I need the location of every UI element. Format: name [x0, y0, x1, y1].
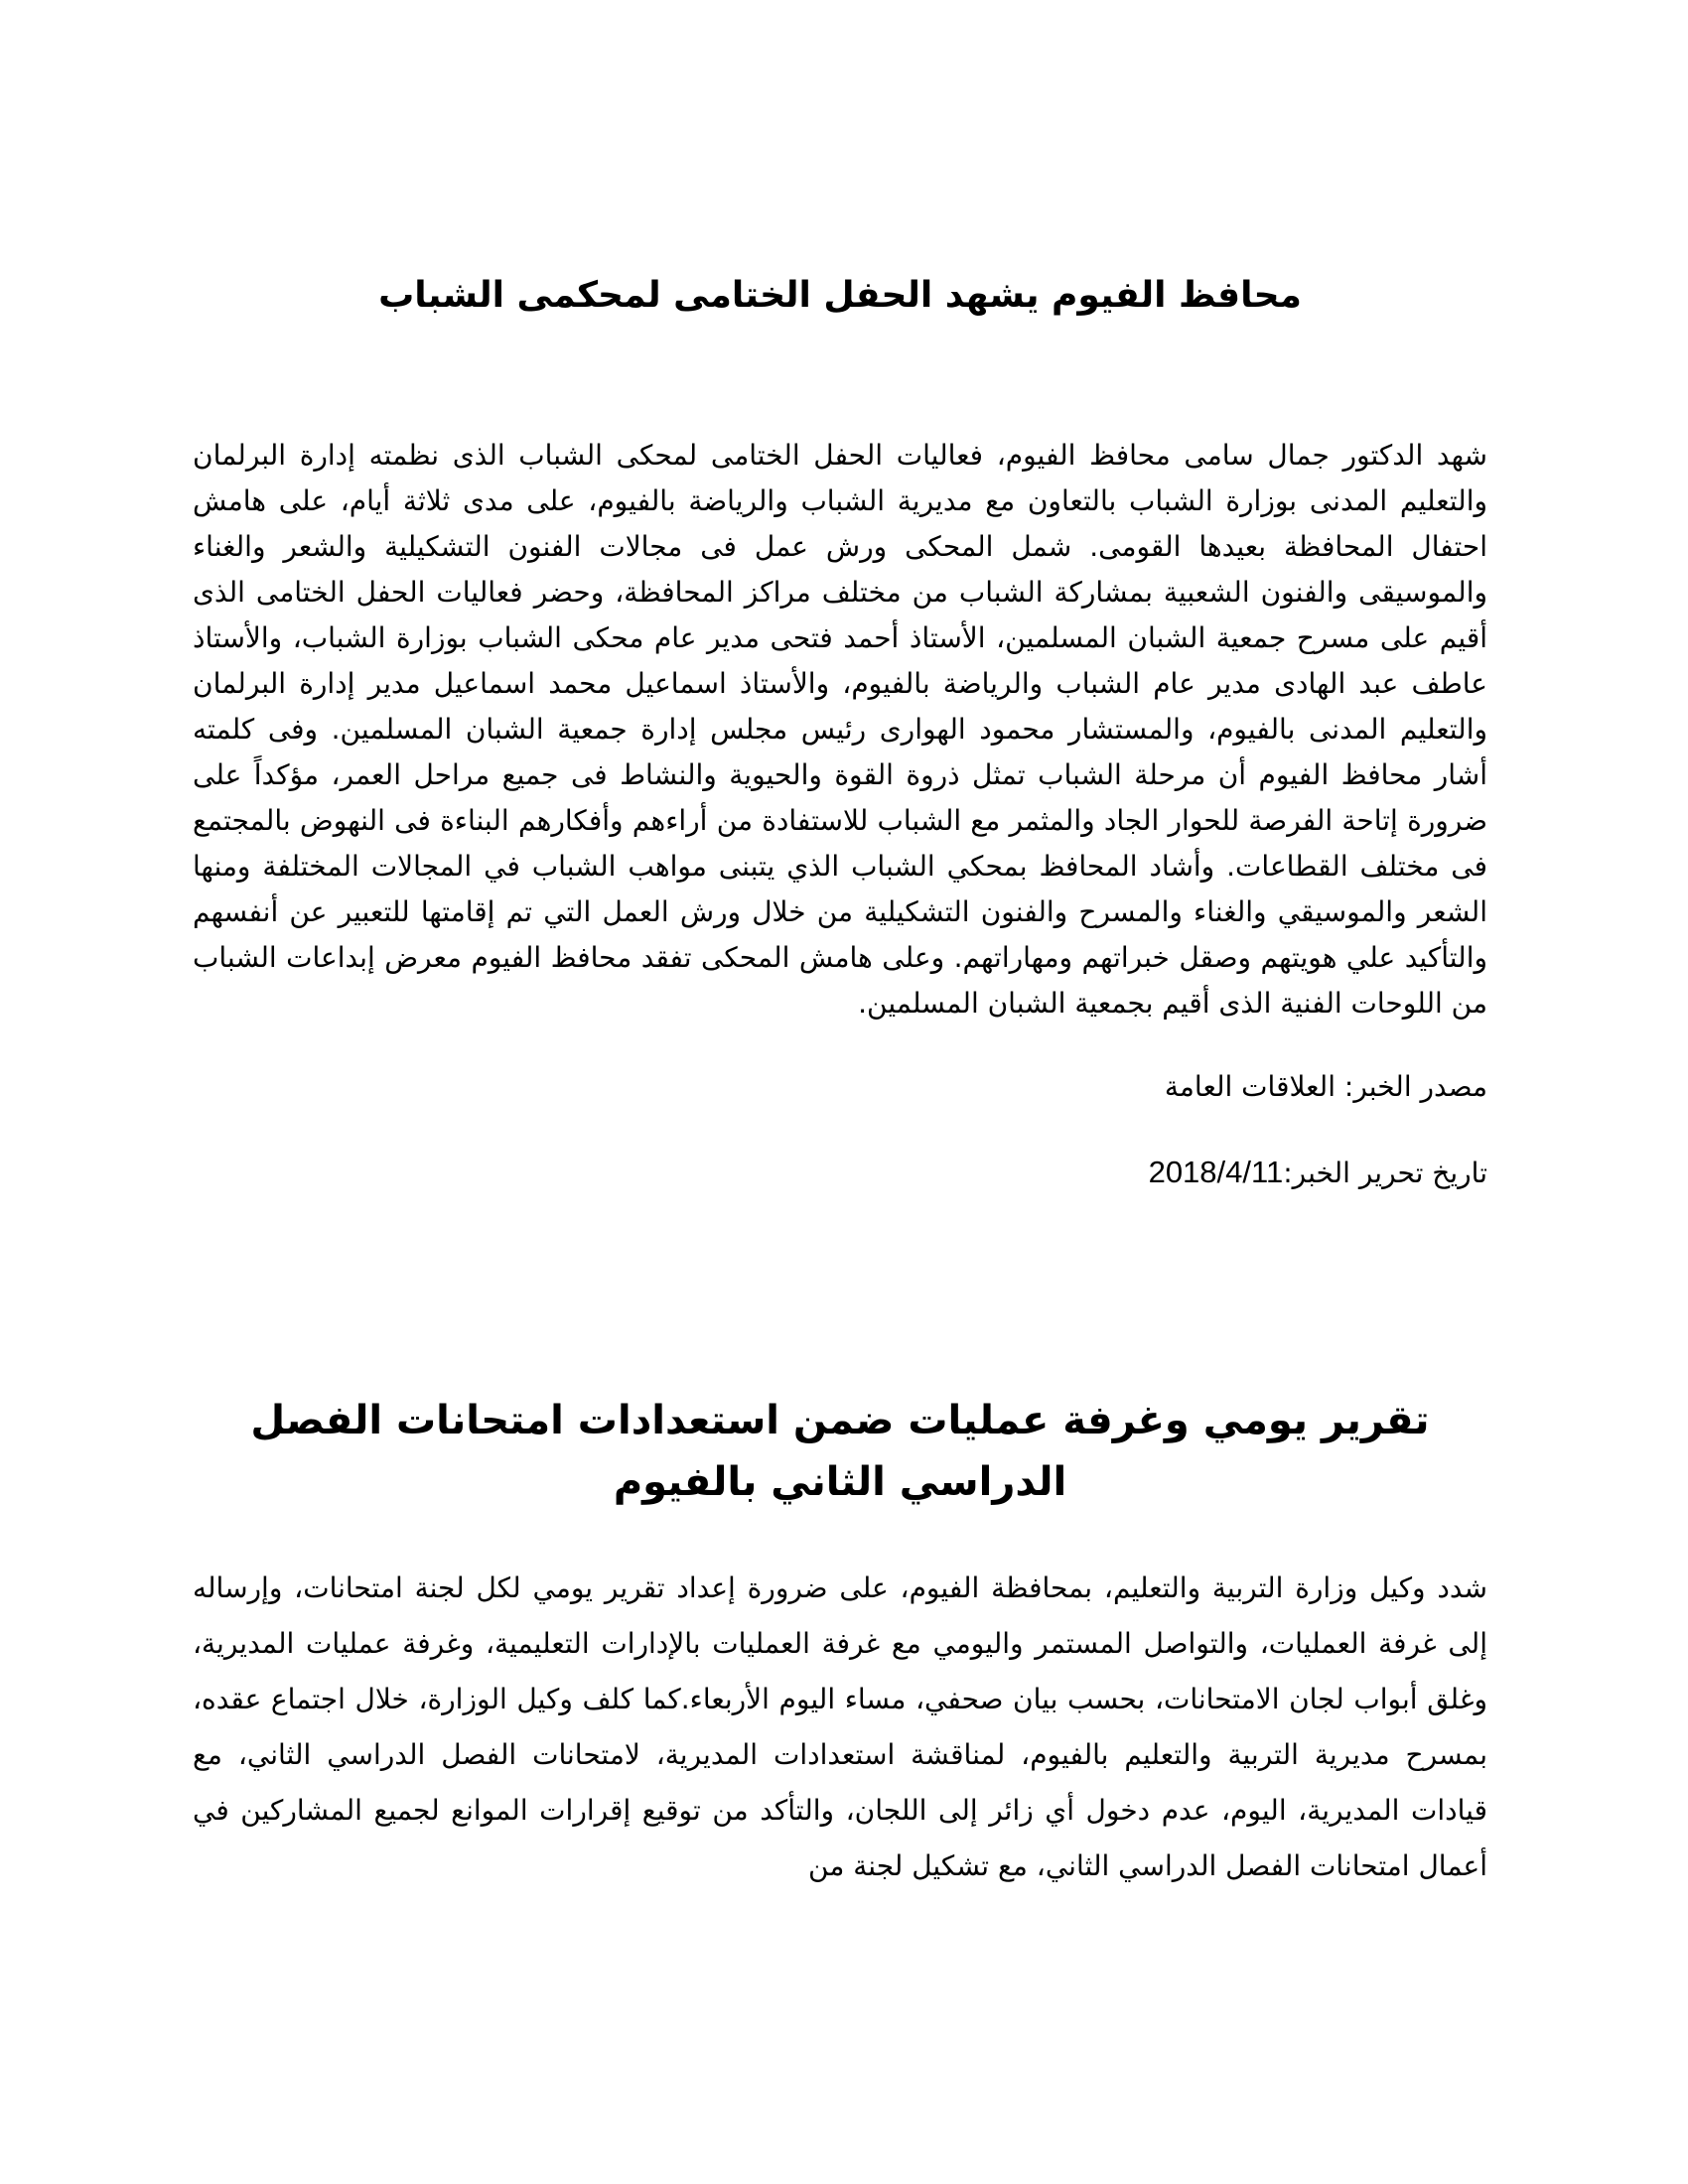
news-date-label: تاريخ تحرير الخبر:: [1283, 1157, 1487, 1189]
news-article: [193, 268, 1487, 1196]
article-headline: محافظ الفيوم يشهد الحفل الختامى لمحكمى الشباب: [378, 275, 1302, 316]
news-article: [193, 1390, 1487, 1894]
article-body: شدد وكيل وزارة التربية والتعليم، بمحافظة الفيوم، على ضرورة إعداد تقرير يومي لكل لجنة امتحانات، وإرساله إلى غرفة العمليات، والتواصل المستمر واليومي مع غرفة العمليات بالإدارات التعليمية، وغرفة عمليات المديرية، وغلق أبواب لجان الامتحانات، بحسب بيان صحفي، مساء اليوم الأربعاء.كما كلف وكيل الوزارة، خلال اجتماع عقده، بمسرح مديرية التربية والتعليم بالفيوم، لمناقشة استعدادات المديرية، لامتحانات الفصل الدراسي الثاني، مع قيادات المديرية، اليوم، عدم دخول أي زائر إلى اللجان، والتأكد من توقيع إقرارات الموانع لجميع المشاركين في أعمال امتحانات الفصل الدراسي الثاني، مع تشكيل لجنة من: [193, 1571, 1487, 1882]
news-source: مصدر الخبر: العلاقات العامة: [1164, 1070, 1487, 1103]
article-headline: تقرير يومي وغرفة عمليات ضمن استعدادات امتحانات الفصل الدراسي الثاني بالفيوم: [250, 1398, 1430, 1505]
news-date: [193, 1150, 1487, 1196]
news-date-value: 2018/4/11: [1148, 1155, 1284, 1189]
article-body: شهد الدكتور جمال سامى محافظ الفيوم، فعاليات الحفل الختامى لمحكى الشباب الذى نظمته إدارة البرلمان والتعليم المدنى بوزارة الشباب بالتعاون مع مديرية الشباب والرياضة بالفيوم، على مدى ثلاثة أيام، على هامش احتفال المحافظة بعيدها القومى. شمل المحكى ورش عمل فى مجالات الفنون التشكيلية والشعر والغناء والموسيقى والفنون الشعبية بمشاركة الشباب من مختلف مراكز المحافظة، وحضر فعاليات الحفل الختامى الذى أقيم على مسرح جمعية الشبان المسلمين، الأستاذ أحمد فتحى مدير عام محكى الشباب بوزارة الشباب، والأستاذ عاطف عبد الهادى مدير عام الشباب والرياضة بالفيوم، والأستاذ اسماعيل محمد اسماعيل مدير إدارة البرلمان والتعليم المدنى بالفيوم، والمستشار محمود الهوارى رئيس مجلس إدارة جمعية الشبان المسلمين. وفى كلمته أشار محافظ الفيوم أن مرحلة الشباب تمثل ذروة القوة والحيوية والنشاط فى جميع مراحل العمر، مؤكداً على ضرورة إتاحة الفرصة للحوار الجاد والمثمر مع الشباب للاستفادة من أراءهم وأفكارهم البناءة فى النهوض بالمجتمع فى مختلف القطاعات. وأشاد المحافظ بمحكي الشباب الذي يتبنى مواهب الشباب في المجالات المختلفة ومنها الشعر والموسيقي والغناء والمسرح والفنون التشكيلية من خلال ورش العمل التي تم إقامتها للتعبير عن أنفسهم والتأكيد علي هويتهم وصقل خبراتهم ومهاراتهم. وعلى هامش المحكى تفقد محافظ الفيوم معرض إبداعات الشباب من اللوحات الفنية الذى أقيم بجمعية الشبان المسلمين.: [193, 439, 1487, 1020]
